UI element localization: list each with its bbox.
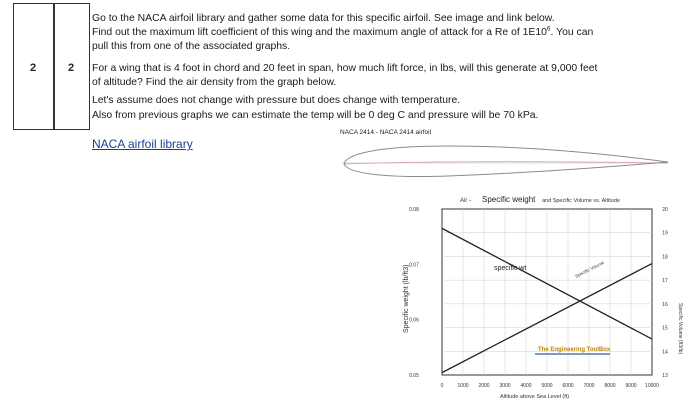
y-right-tick-label: 18: [662, 254, 668, 261]
x-tick-label: 8000: [604, 383, 616, 389]
y-left-tick-label: 0.05: [409, 373, 419, 379]
re-exponent: 6: [546, 25, 551, 33]
y-right-tick-label: 17: [662, 278, 668, 285]
question-line-1: Go to the NACA airfoil library and gather some data for this specific airfoil. See image and link below.: [92, 13, 555, 24]
row-number-2: 2: [68, 62, 75, 74]
y-axis-left-label: Specific weight (lb/ft3): [403, 264, 410, 333]
y-right-tick-label: 14: [662, 349, 668, 356]
chart-title-prefix: Air -: [460, 198, 471, 204]
specific-weight-chart: [390, 193, 700, 415]
x-tick-label: 4000: [520, 383, 532, 389]
x-tick-label: 9000: [625, 383, 637, 389]
question-line-5: of altitude? Find the air density from the graph below.: [92, 77, 337, 88]
series-label-specific-volume: Specific Volume: [574, 259, 605, 279]
x-tick-label: 3000: [499, 383, 511, 389]
y-right-tick-label: 15: [662, 325, 668, 332]
x-tick-label: 5000: [541, 383, 553, 389]
y-left-tick-label: 0.08: [409, 207, 419, 213]
airfoil-profile: [344, 146, 668, 177]
y-right-tick-label: 13: [662, 373, 668, 379]
question-line-3: pull this from one of the associated graphs.: [92, 41, 291, 52]
airfoil-caption: NACA 2414 - NACA 2414 airfoil: [340, 129, 432, 136]
chart-title-main: Specific weight: [482, 195, 536, 204]
naca-airfoil-library-link[interactable]: NACA airfoil library: [92, 137, 193, 151]
series-label-specific-wt: specific wt: [494, 265, 527, 272]
row-number-1: 2: [30, 62, 37, 74]
x-axis-label: Altitude above Sea Level (ft): [500, 394, 570, 400]
question-line-6: Let's assume does not change with pressure but does change with temperature.: [92, 95, 461, 106]
question-line-2-suffix: . You can: [550, 27, 594, 38]
chart-title-rest: and Specific Volume vs. Altitude: [542, 198, 620, 204]
y-right-tick-label: 20: [662, 207, 668, 213]
y-right-tick-label: 19: [662, 230, 668, 237]
tick-labels: [409, 207, 668, 389]
x-tick-label: 1000: [457, 383, 469, 389]
y-left-tick-label: 0.06: [409, 317, 419, 324]
question-line-2-text: Find out the maximum lift coefficient of this wing and the maximum angle of attack for a Re of 1E10: [92, 27, 547, 38]
y-left-tick-label: 0.07: [409, 262, 419, 269]
x-tick-label: 0: [440, 383, 444, 389]
question-line-7: Also from previous graphs we can estimate the temp will be 0 deg C and pressure will be 70 kPa.: [92, 110, 539, 121]
x-tick-label: 6000: [562, 383, 574, 389]
question-line-2: [92, 26, 593, 40]
x-tick-label: 7000: [583, 383, 595, 389]
watermark: The Engineering ToolBox: [538, 347, 611, 353]
y-axis-right-label: Specific Volume (ft3/lb): [677, 303, 683, 355]
y-right-tick-label: 16: [662, 301, 668, 308]
x-tick-label: 2000: [478, 383, 490, 389]
x-tick-label: 10000: [645, 383, 659, 389]
question-line-4: For a wing that is 4 foot in chord and 20 feet in span, how much lift force, in lbs, will this generate at 9,000 feet: [92, 63, 598, 74]
airfoil-image: [338, 140, 674, 186]
